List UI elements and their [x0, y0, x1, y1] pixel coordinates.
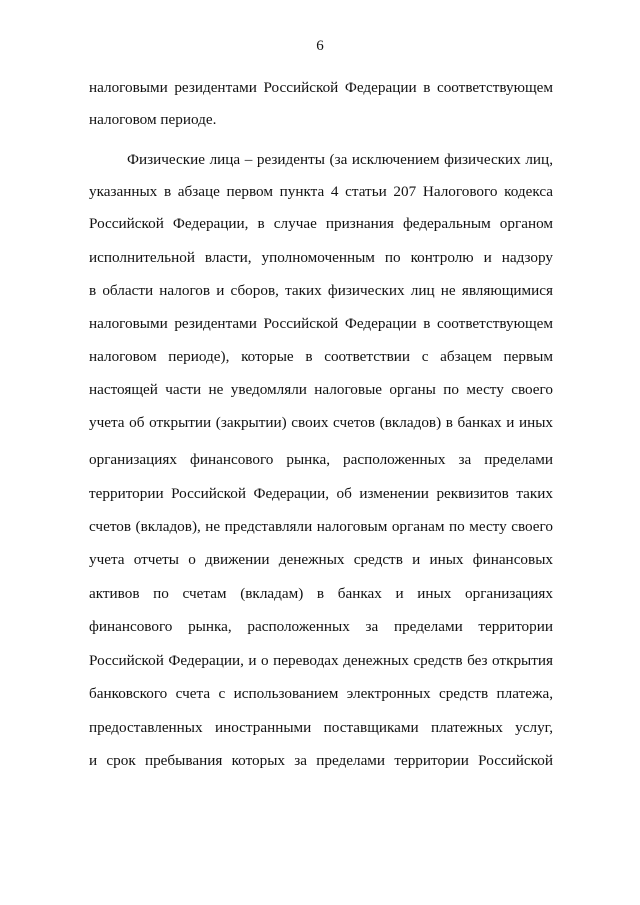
text-line: указанных в абзаце первом пункта 4 статьи 207 Налогового кодекса: [89, 183, 553, 200]
text-line: активов по счетам (вкладам) в банках и иных организациях: [89, 585, 553, 602]
text-line: налоговыми резидентами Российской Федерации в соответствующем: [89, 315, 553, 332]
text-line: в области налогов и сборов, таких физических лиц не являющимися: [89, 282, 553, 299]
text-line: территории Российской Федерации, об изменении реквизитов таких: [89, 485, 553, 502]
text-line: банковского счета с использованием электронных средств платежа,: [89, 685, 553, 702]
text-line: Российской Федерации, в случае признания федеральным органом: [89, 215, 553, 232]
text-line: налоговом периоде), которые в соответствии с абзацем первым: [89, 348, 553, 365]
text-line: и срок пребывания которых за пределами территории Российской: [89, 752, 553, 769]
text-line: налоговыми резидентами Российской Федерации в соответствующем: [89, 79, 553, 96]
text-line: организациях финансового рынка, расположенных за пределами: [89, 451, 553, 468]
text-line: исполнительной власти, уполномоченным по контролю и надзору: [89, 249, 553, 266]
paragraph-first-line: Физические лица – резиденты (за исключением физических лиц,: [127, 151, 553, 168]
text-line: финансового рынка, расположенных за пределами территории: [89, 618, 553, 635]
page-number: 6: [316, 38, 324, 54]
text-line: Российской Федерации, и о переводах денежных средств без открытия: [89, 652, 553, 669]
text-line: учета отчеты о движении денежных средств и иных финансовых: [89, 551, 553, 568]
text-line: предоставленных иностранными поставщиками платежных услуг,: [89, 719, 553, 736]
text-line: настоящей части не уведомляли налоговые органы по месту своего: [89, 381, 553, 398]
text-line: налоговом периоде.: [89, 111, 217, 128]
text-line: учета об открытии (закрытии) своих счетов (вкладов) в банках и иных: [89, 414, 553, 431]
text-line: счетов (вкладов), не представляли налоговым органам по месту своего: [89, 518, 553, 535]
